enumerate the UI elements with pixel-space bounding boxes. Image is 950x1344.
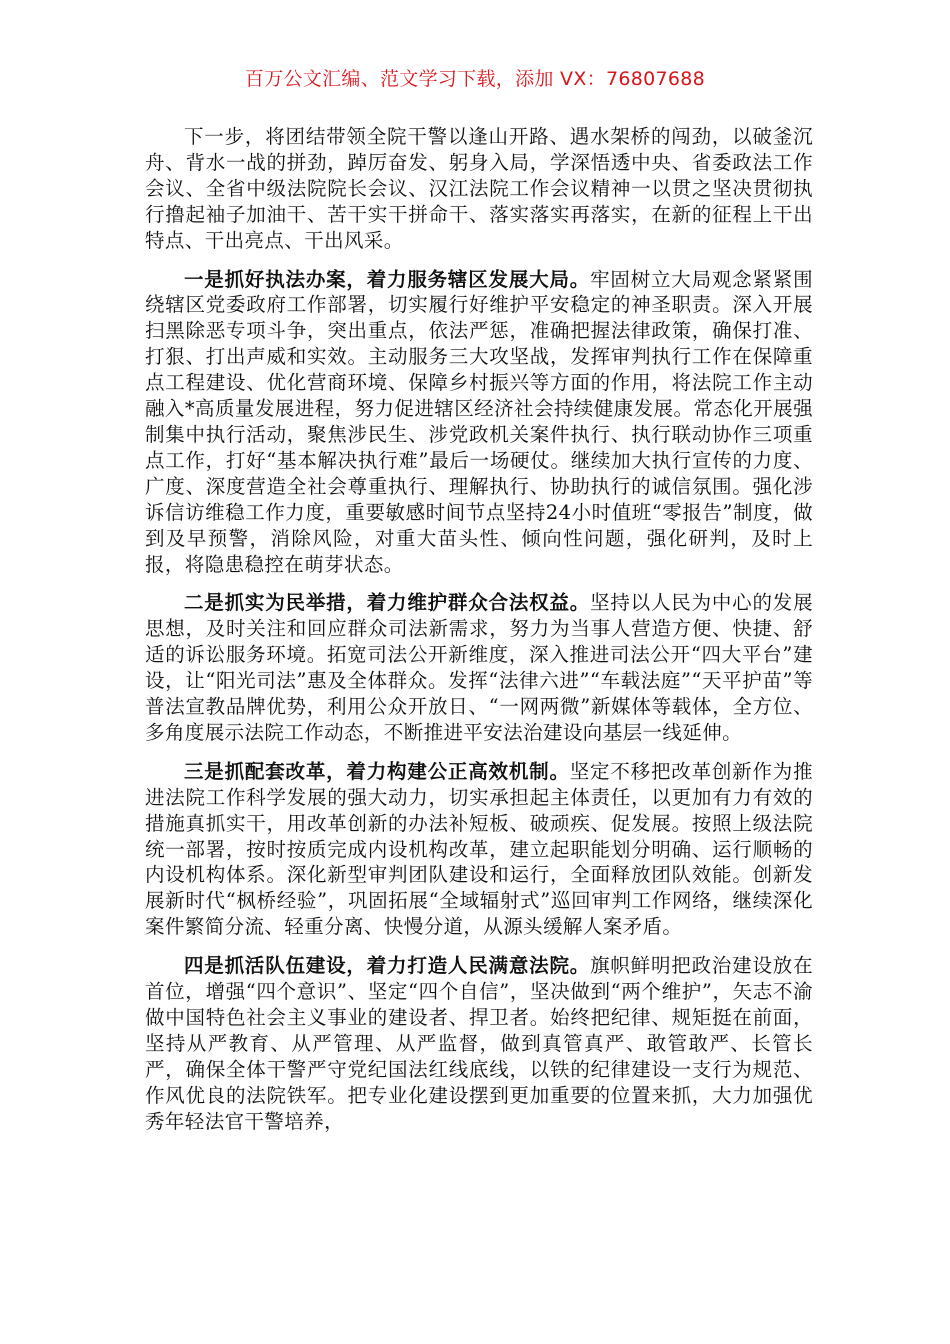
paragraph-lead: 四是抓活队伍建设，着力打造人民满意法院。: [184, 954, 591, 978]
paragraph-text: 旗帜鲜明把政治建设放在首位，增强“四个意识”、坚定“四个自信”，坚决做到“两个维护”，矢志不渝做中国特色社会主义事业的建设者、捍卫者。始终把纪律、规矩挺在前面，坚持从严教育、从严管理、从严监督，做到真管真严、敢管敢严、长管长严，确保全体干警严守党纪国法红线底线，以铁的纪律建设一支行为规范、作风优良的法院铁军。把专业化建设摆到更加重要的位置来抓，大力加强优秀年轻法官干警培养，: [145, 954, 813, 1133]
paragraph-text: 坚持以人民为中心的发展思想，及时关注和回应群众司法新需求，努力为当事人营造方便、快捷、舒适的诉讼服务环境。拓宽司法公开新维度，深入推进司法公开“四大平台”建设，让“阳光司法”惠及全体群众。发挥“法律六进”“车载法庭”“天平护苗”等普法宣教品牌优势，利用公众开放日、“一网两微”新媒体等载体，全方位、多角度展示法院工作动态，不断推进平安法治建设向基层一线延伸。: [145, 591, 813, 744]
paragraph-point-1: [145, 267, 813, 578]
paragraph-point-4: [145, 953, 813, 1134]
paragraph-lead: 三是抓配套改革，着力构建公正高效机制。: [184, 759, 570, 783]
paragraph-text: 坚定不移把改革创新作为推进法院工作科学发展的强大动力，切实承担起主体责任，以更加有力有效的措施真抓实干，用改革创新的办法补短板、破顽疾、促发展。按照上级法院统一部署，按时按质完成内设机构改革，建立起职能划分明确、运行顺畅的内设机构体系。深化新型审判团队建设和运行，全面释放团队效能。创新发展新时代“枫桥经验”，巩固拓展“全域辐射式”巡回审判工作网络，继续深化案件繁简分流、轻重分离、快慢分道，从源头缓解人案矛盾。: [145, 759, 813, 939]
paragraph-text: 下一步，将团结带领全院干警以逢山开路、遇水架桥的闯劲，以破釜沉舟、背水一战的拼劲，踔厉奋发、躬身入局，学深悟透中央、省委政法工作会议、全省中级法院院长会议、汉江法院工作会议精神一以贯之坚决贯彻执行撸起袖子加油干、苦干实干拼命干、落实落实再落实，在新的征程上干出特点、干出亮点、干出风采。: [145, 125, 813, 252]
paragraph-text: 牢固树立大局观念紧紧围绕辖区党委政府工作部署，切实履行好维护平安稳定的神圣职责。深入开展扫黑除恶专项斗争，突出重点，依法严惩，准确把握法律政策，确保打准、打狠、打出声威和实效。主动服务三大攻坚战，发挥审判执行工作在保障重点工程建设、优化营商环境、保障乡村振兴等方面的作用，将法院工作主动融入*高质量发展进程，努力促进辖区经济社会持续健康发展。常态化开展强制集中执行活动，聚焦涉民生、涉党政机关案件执行、执行联动协作三项重点工作，打好“基本解决执行难”最后一场硬仗。继续加大执行宣传的力度、广度、深度营造全社会尊重执行、理解执行、协助执行的诚信氛围。强化涉诉信访维稳工作力度，重要敏感时间节点坚持24小时值班“零报告”制度，做到及早预警，消除风险，对重大苗头性、倾向性问题，强化研判，及时上报，将隐患稳控在萌芽状态。: [145, 267, 813, 576]
paragraph-point-3: [145, 759, 813, 940]
paragraph-intro: [145, 124, 813, 254]
document-body: [145, 124, 813, 1148]
paragraph-lead: 二是抓实为民举措，着力维护群众合法权益。: [184, 591, 591, 615]
paragraph-lead: 一是抓好执法办案，着力服务辖区发展大局。: [184, 267, 591, 291]
watermark-header: 百万公文汇编、范文学习下载，添加 VX：76807688: [244, 68, 706, 90]
paragraph-point-2: [145, 590, 813, 745]
